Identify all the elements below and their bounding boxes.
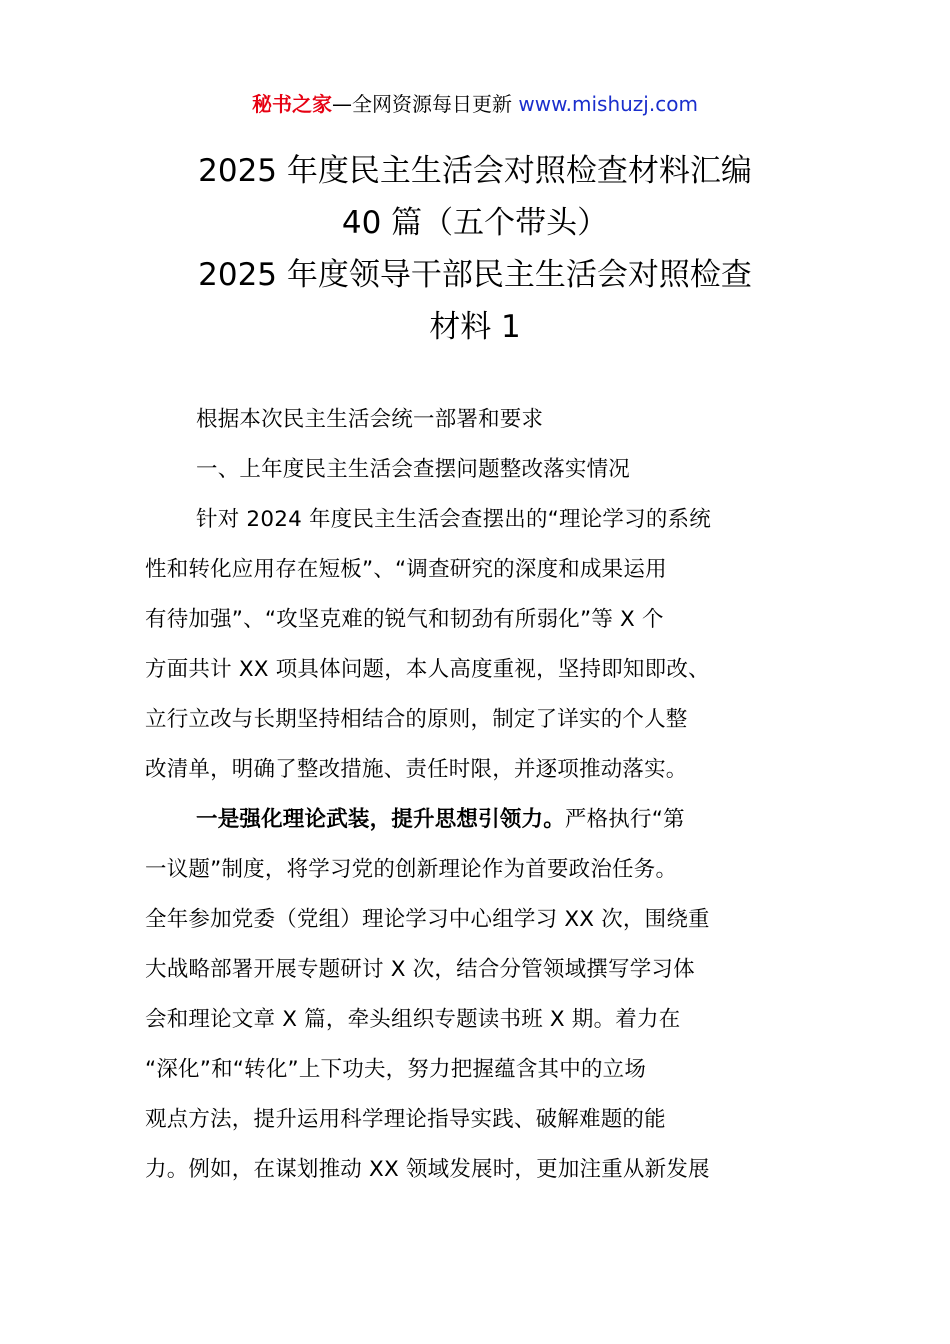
paragraph-line: “深化”和“转化”上下功夫，努力把握蕴含其中的立场 — [145, 1057, 647, 1082]
title-line: 2025 年度领导干部民主生活会对照检查 — [198, 257, 752, 293]
paragraph-line: 一议题”制度，将学习党的创新理论作为首要政治任务。 — [145, 857, 678, 882]
site-tagline: —全网资源每日更新 — [332, 92, 519, 116]
paragraph-line: 根据本次民主生活会统一部署和要求 — [196, 407, 544, 432]
point-text: 严格执行“第 — [564, 807, 685, 832]
title-line: 材料 1 — [429, 309, 521, 345]
paragraph-line: 一、上年度民主生活会查摆问题整改落实情况 — [196, 457, 631, 482]
title-line: 2025 年度民主生活会对照检查材料汇编 — [198, 153, 752, 189]
intro-paragraph — [145, 395, 807, 445]
document-title — [145, 145, 805, 353]
paragraph-line: 立行立改与长期坚持相结合的原则，制定了详实的个人整 — [145, 707, 688, 732]
paragraph-line: 力。例如，在谋划推动 XX 领域发展时，更加注重从新发展 — [145, 1157, 710, 1182]
point-heading: 一是强化理论武装，提升思想引领力。 — [196, 807, 565, 832]
site-url-link[interactable]: www.mishuzj.com — [518, 92, 698, 116]
paragraph-line: 全年参加党委（党组）理论学习中心组学习 XX 次，围绕重 — [145, 907, 710, 932]
document-body — [145, 395, 807, 1195]
paragraph-line: 大战略部署开展专题研讨 X 次，结合分管领域撰写学习体 — [145, 957, 695, 982]
title-line: 40 篇（五个带头） — [341, 205, 609, 241]
paragraph-line: 方面共计 XX 项具体问题，本人高度重视，坚持即知即改、 — [145, 657, 710, 682]
paragraph-line — [145, 795, 807, 845]
rectification-paragraph — [145, 495, 807, 795]
site-brand: 秘书之家 — [252, 92, 333, 116]
paragraph-line: 会和理论文章 X 篇，牵头组织专题读书班 X 期。着力在 — [145, 1007, 681, 1032]
paragraph-line: 针对 2024 年度民主生活会查摆出的“理论学习的系统 — [196, 507, 711, 532]
paragraph-line: 有待加强”、“攻坚克难的锐气和韧劲有所弱化”等 X 个 — [145, 607, 664, 632]
section-heading — [145, 445, 807, 495]
site-header — [0, 88, 950, 120]
paragraph-line: 观点方法，提升运用科学理论指导实践、破解难题的能 — [145, 1107, 666, 1132]
paragraph-line: 改清单，明确了整改措施、责任时限，并逐项推动落实。 — [145, 757, 688, 782]
paragraph-line: 性和转化应用存在短板”、“调查研究的深度和成果运用 — [145, 557, 667, 582]
theory-paragraph — [145, 795, 807, 1195]
